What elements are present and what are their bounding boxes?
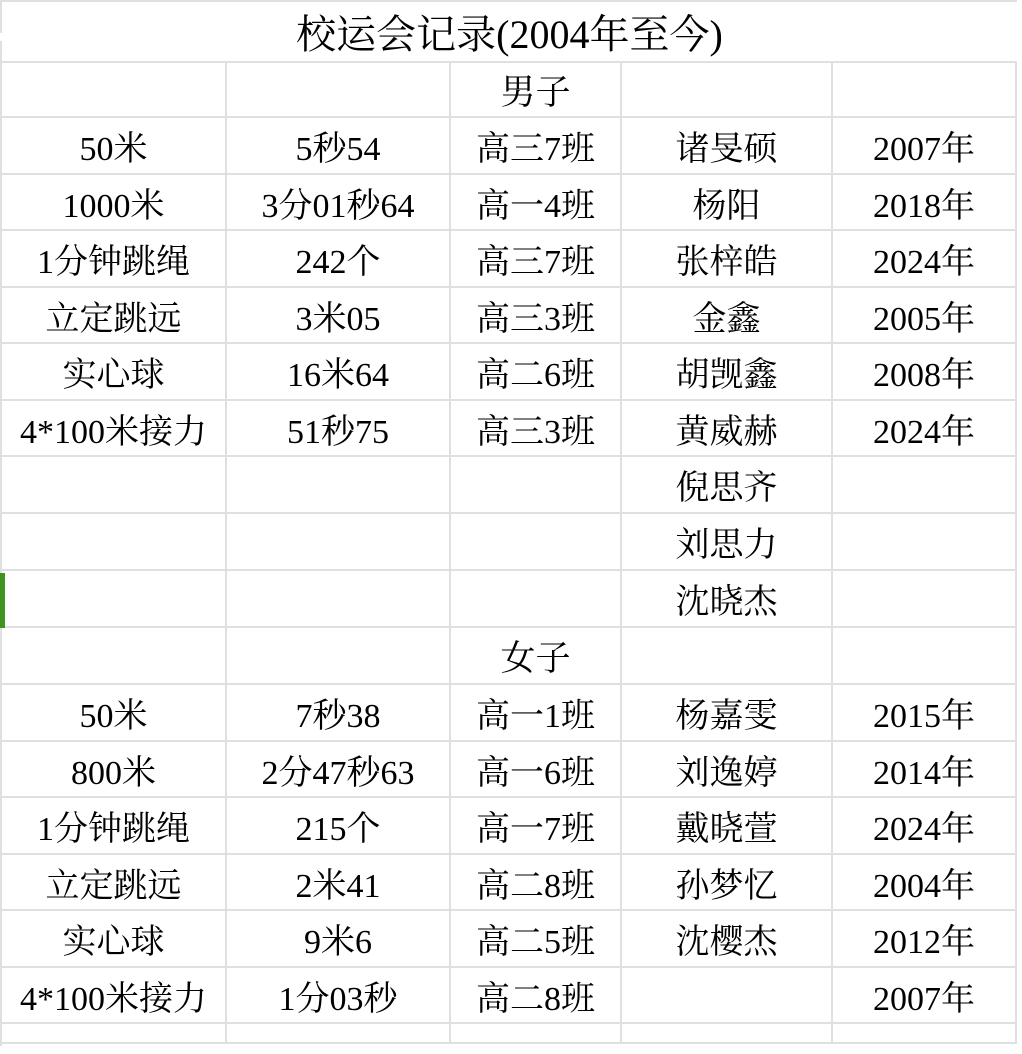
cell-class[interactable] [451, 514, 622, 571]
cell-event[interactable]: 50米 [2, 685, 227, 742]
table-row [2, 457, 1017, 514]
cell-record[interactable]: 1分03秒 [227, 968, 451, 1024]
table-row [2, 571, 1017, 628]
cell-event[interactable] [2, 628, 227, 685]
cell-class[interactable]: 高一6班 [451, 742, 622, 798]
table-title-cell[interactable]: 校运会记录(2004年至今) [2, 2, 1017, 63]
cell-name[interactable]: 沈樱杰 [622, 911, 833, 968]
table-row [2, 514, 1017, 571]
cell-record[interactable]: 7秒38 [227, 685, 451, 742]
section-header-women[interactable]: 女子 [451, 628, 622, 685]
cell-class[interactable]: 高二8班 [451, 968, 622, 1024]
cell-name[interactable]: 孙梦忆 [622, 855, 833, 911]
cell-class[interactable]: 高三3班 [451, 288, 622, 344]
cell-name[interactable]: 金鑫 [622, 288, 833, 344]
cell-record[interactable] [227, 63, 451, 118]
cell-name[interactable]: 黄威赫 [622, 401, 833, 457]
cell-name[interactable]: 倪思齐 [622, 457, 833, 514]
cell-event[interactable]: 立定跳远 [2, 288, 227, 344]
cell-record[interactable] [227, 514, 451, 571]
table-row [2, 288, 1017, 344]
cell-record[interactable]: 2分47秒63 [227, 742, 451, 798]
table-row [2, 911, 1017, 968]
cell-event[interactable]: 1分钟跳绳 [2, 798, 227, 855]
cell-class[interactable]: 高二6班 [451, 344, 622, 401]
cell-name[interactable]: 戴晓萱 [622, 798, 833, 855]
cell-year[interactable]: 2015年 [833, 685, 1017, 742]
cell-record[interactable]: 215个 [227, 798, 451, 855]
cell-year[interactable]: 2007年 [833, 968, 1017, 1024]
cell-year[interactable]: 2024年 [833, 798, 1017, 855]
cell-event[interactable]: 4*100米接力 [2, 968, 227, 1024]
cell-record[interactable]: 9米6 [227, 911, 451, 968]
cell-event[interactable]: 800米 [2, 742, 227, 798]
table-row [2, 344, 1017, 401]
cell-year[interactable]: 2012年 [833, 911, 1017, 968]
left-border-gap [0, 33, 2, 41]
cell-year[interactable] [833, 63, 1017, 118]
cell-class[interactable]: 高三7班 [451, 118, 622, 175]
cell-event[interactable]: 实心球 [2, 344, 227, 401]
cell-event[interactable]: 1000米 [2, 175, 227, 231]
cell-class[interactable]: 高一1班 [451, 685, 622, 742]
table-row [2, 231, 1017, 288]
cell-event[interactable] [2, 514, 227, 571]
table-row [2, 685, 1017, 742]
cell-name[interactable]: 刘逸婷 [622, 742, 833, 798]
cell-year[interactable]: 2024年 [833, 231, 1017, 288]
table-row [2, 63, 1017, 118]
cell-class[interactable]: 高二8班 [451, 855, 622, 911]
cell-record[interactable]: 16米64 [227, 344, 451, 401]
cell-record[interactable]: 3分01秒64 [227, 175, 451, 231]
cell-record[interactable] [227, 628, 451, 685]
cell-class[interactable] [451, 1024, 622, 1044]
cell-class[interactable] [451, 571, 622, 628]
table-row [2, 628, 1017, 685]
cell-event[interactable] [2, 63, 227, 118]
cell-record[interactable]: 3米05 [227, 288, 451, 344]
table-row [2, 175, 1017, 231]
cell-event[interactable]: 实心球 [2, 911, 227, 968]
selected-row-marker [0, 573, 5, 628]
cell-year[interactable]: 2018年 [833, 175, 1017, 231]
cell-class[interactable]: 高二5班 [451, 911, 622, 968]
table-row [2, 401, 1017, 457]
cell-event[interactable]: 4*100米接力 [2, 401, 227, 457]
cell-record[interactable]: 242个 [227, 231, 451, 288]
cell-class[interactable]: 高一4班 [451, 175, 622, 231]
table-row [2, 118, 1017, 175]
table-row [2, 1024, 1017, 1044]
cell-record[interactable] [227, 1024, 451, 1044]
cell-record[interactable] [227, 571, 451, 628]
cell-year[interactable]: 2004年 [833, 855, 1017, 911]
cell-year[interactable] [833, 628, 1017, 685]
cell-year[interactable] [833, 1024, 1017, 1044]
cell-year[interactable]: 2014年 [833, 742, 1017, 798]
cell-name[interactable] [622, 628, 833, 685]
cell-year[interactable]: 2024年 [833, 401, 1017, 457]
cell-class[interactable]: 高三7班 [451, 231, 622, 288]
cell-name[interactable]: 刘思力 [622, 514, 833, 571]
cell-name[interactable]: 胡觊鑫 [622, 344, 833, 401]
cell-class[interactable]: 高三3班 [451, 401, 622, 457]
table-row [2, 798, 1017, 855]
cell-year[interactable] [833, 571, 1017, 628]
cell-name[interactable] [622, 968, 833, 1024]
cell-record[interactable]: 5秒54 [227, 118, 451, 175]
cell-year[interactable]: 2007年 [833, 118, 1017, 175]
cell-year[interactable]: 2005年 [833, 288, 1017, 344]
cell-name[interactable]: 杨阳 [622, 175, 833, 231]
cell-event[interactable] [2, 571, 227, 628]
cell-name[interactable] [622, 1024, 833, 1044]
cell-name[interactable]: 沈晓杰 [622, 571, 833, 628]
cell-year[interactable] [833, 514, 1017, 571]
cell-year[interactable]: 2008年 [833, 344, 1017, 401]
cell-record[interactable] [227, 457, 451, 514]
cell-record[interactable]: 2米41 [227, 855, 451, 911]
cell-class[interactable] [451, 457, 622, 514]
cell-name[interactable]: 杨嘉雯 [622, 685, 833, 742]
cell-event[interactable] [2, 457, 227, 514]
table-row [2, 742, 1017, 798]
cell-name[interactable] [622, 63, 833, 118]
table-row [2, 855, 1017, 911]
section-header-men[interactable]: 男子 [451, 63, 622, 118]
cell-event[interactable]: 立定跳远 [2, 855, 227, 911]
cell-class[interactable]: 高一7班 [451, 798, 622, 855]
table-row [2, 968, 1017, 1024]
cell-event[interactable] [2, 1024, 227, 1044]
cell-event[interactable]: 1分钟跳绳 [2, 231, 227, 288]
cell-name[interactable]: 诸旻硕 [622, 118, 833, 175]
cell-name[interactable]: 张梓皓 [622, 231, 833, 288]
cell-event[interactable]: 50米 [2, 118, 227, 175]
cell-year[interactable] [833, 457, 1017, 514]
cell-record[interactable]: 51秒75 [227, 401, 451, 457]
